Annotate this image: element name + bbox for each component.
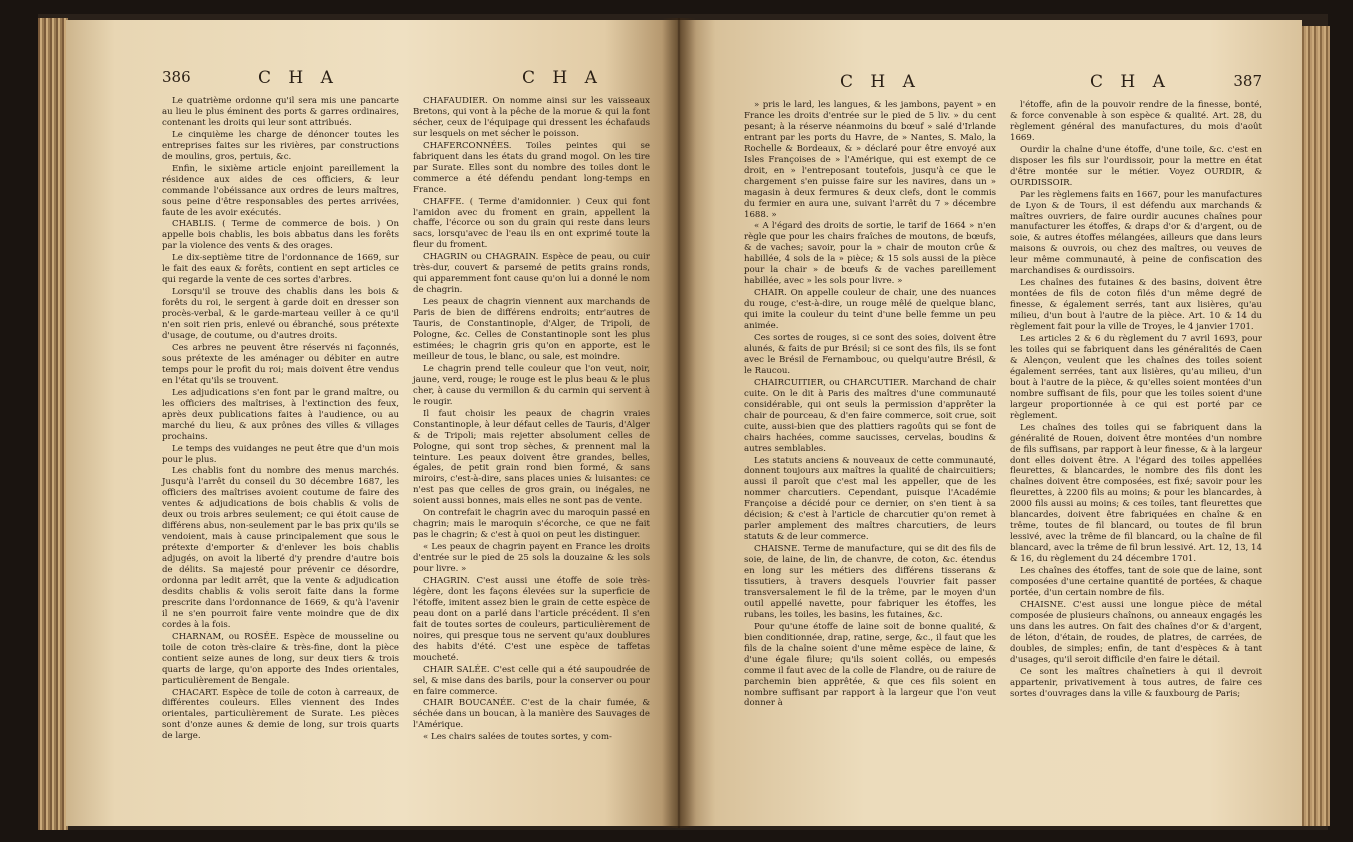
paragraph: CHAFERCONNÉES. Toiles peintes qui se fabriquent dans les états du grand mogol. On les tire par Surate. Elles sont du nombre des toiles dont le commerce a été défendu pendant long-temps en France. [413,140,650,195]
paragraph: Les chaînes des étoffes, tant de soie que de laine, sont composées d'une certaine quantité de portées, & chaque portée, d'un certain nombre de fils. [1010,566,1262,598]
paragraph: CHAFFE. ( Terme d'amidonnier. ) Ceux qui font l'amidon avec du froment en grain, appellent la chaffe, l'écorce ou son du grain qui reste dans leurs sacs, lorsqu'avec de l'eau ils en ont exprimé toute la fleur du froment. [413,196,650,251]
left-running-head-1: C H A [258,68,339,88]
paragraph: CHAISNE. C'est aussi une longue pièce de métal composée de plusieurs chaînons, ou anneaux engagés les uns dans les autres. On fait des chaînes d'or & d'argent, de léton, d'étain, de roudes, de platres, de carrées, de doubles, de simples; enfin, de tant d'espèces & à tant d'usages, qu'il seroit difficile d'en faire le détail. [1010,599,1262,665]
paragraph: Ces arbres ne peuvent être réservés ni façonnés, sous prétexte de les aménager ou débiter en autre temps pour le profit du roi; mais doivent être vendus en l'état qu'ils se trouvent. [162,342,399,386]
paragraph: Les chaînes des futaines & des basins, doivent être montées de fils de coton filés d'un même degré de finesse, & également serrés, tant aux lisières, qu'au milieu, d'un bout à l'autre de la pièce. Art. 10 & 14 du règlement fait pour la ville de Troyes, le 4 janvier 1701. [1010,278,1262,333]
right-page [678,20,1302,826]
right-column-1 [744,100,996,710]
right-running-head-1: C H A [840,72,921,92]
paragraph: » pris le lard, les langues, & les jambons, payent » en France les droits d'entrée sur le pied de 5 liv. » du cent pesant; à la réserve néanmoins du bœuf » salé d'Irlande entrant par les ports du Havre, de » Nantes, S. Malo, la Rochelle & Bordeaux, & » déclaré pour être envoyé aux Isles Françoises de » l'Amérique, qui est exempt de ce droit, en » l'entreposant toutefois, jusqu'à ce que le chargement s'en puisse faire sur les navires, dans un » magasin à deux fermures & deux clefs, dont le commis du fermier en aura une, suivant l'arrêt du 7 » décembre 1688. » [744,100,996,220]
left-page-number: 386 [162,68,191,86]
paragraph: Les chablis font du nombre des menus marchés. Jusqu'à l'arrêt du conseil du 30 décembre 1687, les officiers des maîtrises avoient coutume de faire des ventes & adjudications de bois chablis & volis de deux ou trois arbres seulement; ce qui étoit cause de différens abus, non-seulement par le bas prix qu'ils se vendoient, mais à cause principalement que sous le prétexte d'emporter & d'enlever les bois chablis adjugés, on avoit la liberté d'y prendre d'autre bois de délits. Sa majesté pour prévenir ce désordre, ordonna par ledit arrêt, que la vente & adjudication desdits chablis & volis seroit faite dans la forme prescrite dans l'ordonnance de 1669, & qu'à l'avenir il ne s'en pourroit faire vente moindre que de dix cordes à la fois. [162,466,399,630]
paragraph: Les chaînes des toiles qui se fabriquent dans la généralité de Rouen, doivent être montées d'un nombre de fils suffisans, par rapport à leur finesse, & à la largeur dont elles doivent être. A l'égard des toiles appellées fleurettes, & blancardes, le nombre des fils dont les chaînes doivent être composées, est fixé; savoir pour les fleurettes, à 2200 fils au moins; & pour les blancardes, à 2000 fils aussi au moins; & ces toiles, tant fleurettes que blancardes, doivent être fabriquées en chaîne & en trême, toutes de fil blancard, ou toutes de fil brun lessivé, avec la trême de fil blancard, ou la chaîne de fil blancard, avec la trême de fil brun lessivé. Art. 12, 13, 14 & 16, du règlement du 24 décembre 1701. [1010,422,1262,565]
paragraph: « A l'égard des droits de sortie, le tarif de 1664 » n'en règle que pour les chairs fraîches de moutons, de bœufs, & de vaches; savoir, pour la » chair de mouton crûe & habillée, 4 sols de la » pièce; & 15 sols aussi de la pièce pour la chair » de bœufs & de vaches pareillement habillée, avec » les sols pour livre. » [744,221,996,287]
paragraph: CHAIR BOUCANÉE. C'est de la chair fumée, & séchée dans un boucan, à la manière des Sauvages de l'Amérique. [413,698,650,731]
paragraph: On contrefait le chagrin avec du maroquin passé en chagrin; mais le maroquin s'écorche, ce que ne fait pas le chagrin; & c'est à quoi on peut les distinguer. [413,508,650,541]
paragraph: Les peaux de chagrin viennent aux marchands de Paris de bien de différens endroits; entr'autres de Tauris, de Constantinople, d'Alger, de Tripoli, de Pologne, &c. Celles de Constantinople sont les plus estimées; le chagrin gris qu'on en apporte, est le meilleur de tous, le blanc, ou sale, est moindre. [413,297,650,362]
paragraph: l'étoffe, afin de la pouvoir rendre de la finesse, bonté, & force convenable à son espèce & qualité. Art. 28, du règlement général des manufactures, du mois d'août 1669. [1010,100,1262,143]
paragraph: Les articles 2 & 6 du règlement du 7 avril 1693, pour les toiles qui se fabriquent dans les généralités de Caen & Alençon, veulent que les chaînes des toiles soient également serrées, tant aux lisières, qu'au milieu, d'un bout à l'autre de la pièce, & qu'elles soient montées d'un nombre suffisant de fils, pour que les toiles soient d'une largeur proportionnée à ce qui est porté par ce règlement. [1010,334,1262,421]
paragraph: Le dix-septième titre de l'ordonnance de 1669, sur le fait des eaux & forêts, contient en sept articles ce qui regarde la vente de ces sortes d'arbres. [162,253,399,286]
paragraph: CHAIR SALÉE. C'est celle qui a été saupoudrée de sel, & mise dans des barils, pour la conserver ou pour en faire commerce. [413,664,650,697]
paragraph: Les adjudications s'en font par le grand maître, ou les officiers des maîtrises, à l'extinction des feux, après deux publications faites à l'audience, ou au marché du lieu, & aux prônes des villes & villages prochains. [162,387,399,442]
paragraph: CHAGRIN ou CHAGRAIN. Espèce de peau, ou cuir très-dur, couvert & parsemé de petits grains ronds, qui apparemment font cause qu'on lui a donné le nom de chagrin. [413,252,650,296]
right-page-number: 387 [1233,72,1262,90]
left-page [66,20,678,826]
paragraph: CHABLIS. ( Terme de commerce de bois. ) On appelle bois chablis, les bois abbatus dans les forêts par la violence des vents & des orages. [162,219,399,252]
paragraph: Le chagrin prend telle couleur que l'on veut, noir, jaune, verd, rouge; le rouge est le plus beau & le plus cher, à cause du vermillon & du carmin qui servent à le rougir. [413,363,650,407]
paragraph: CHACART. Espèce de toile de coton à carreaux, de différentes couleurs. Elles viennent des Indes orientales, particulièrement de Surate. Les pièces sont d'onze aunes & demie de long, sur trois quarts de large. [162,687,399,742]
paragraph: Lorsqu'il se trouve des chablis dans les bois & forêts du roi, le sergent à garde doit en dresser son procès-verbal, & le garde-marteau veiller à ce qu'il n'en soit rien pris, enlevé ou ébranché, sous prétexte d'usage, de coutume, ou d'autres droits. [162,287,399,342]
paragraph: Ces sortes de rouges, si ce sont des soies, doivent être alunés, & faits de pur Brésil; si ce sont des fils, ils se font avec le Brésil de Fernambouc, ou quelqu'autre Brésil, & le Raucou. [744,333,996,376]
paragraph: Pour qu'une étoffe de laine soit de bonne qualité, & bien conditionnée, drap, ratine, serge, &c., il faut que les fils de la chaîne soient d'une même espèce de laine, & d'une égale filure; qu'ils soient collés, ou empesés comme il faut avec de la colle de Flandre, ou de raiure de parchemin bien apprêtée, & que ces fils soient en nombre suffisant par rapport à la largeur que l'on veut donner à [744,621,996,709]
paragraph: Ce sont les maîtres chaînetiers à qui il devroit appartenir, privativement à tous autres, de faire ces sortes d'ouvrages dans la ville & fauxbourg de Paris; [1010,666,1262,699]
right-running-head-2: C H A [1090,72,1171,92]
paragraph: CHAFAUDIER. On nomme ainsi sur les vaisseaux Bretons, qui vont à la pêche de la morue & qui la font sécher, ceux de l'équipage qui dressent les échafauds sur lesquels on met sécher le poisson. [413,96,650,139]
page-edges-right [1300,26,1330,826]
right-column-2 [1010,100,1262,710]
page-edges-left [38,18,68,830]
paragraph: « Les chairs salées de toutes sortes, y com- [423,732,612,743]
right-page-header [744,72,1262,94]
paragraph: CHAIR. On appelle couleur de chair, une des nuances du rouge, c'est-à-dire, un rouge mêlé de quelque blanc, qui imite la couleur du teint d'une belle femme un peu animée. [744,288,996,332]
left-column-1 [162,96,399,744]
paragraph: Par les règlemens faits en 1667, pour les manufactures de Lyon & de Tours, il est défendu aux marchands & maîtres ouvriers, de faire ourdir aucunes chaînes pour manufacturer les étoffes, & draps d'or & d'argent, ou de soie, & autres étoffes mélangées, ailleurs que dans leurs maisons & ouvrois, ou chez des maîtres, ou veuves de leur même communauté, à peine de confiscation des marchandises & ourdissoirs. [1010,189,1262,277]
paragraph: CHAIRCUITIER, ou CHARCUTIER. Marchand de chair cuite. On le dit à Paris des maîtres d'une communauté considérable, qui ont seuls la permission d'apprêter la chair de pourceau, & d'en faire commerce, soit crue, soit cuite, aussi-bien que des plattiers ragoûts qui se font de chairs hachées, comme saucisses, cervelas, boudins & autres semblables. [744,377,996,454]
paragraph: CHAGRIN. C'est aussi une étoffe de soie très-légère, dont les façons élevées sur la superficie de l'étoffe, imitent assez bien le grain de cette espèce de peau dont on a parlé dans l'article précédent. Il s'en fait de toutes sortes de couleurs, particulièrement de noires, qui presque tous ne servent qu'aux doublures des habits d'été. C'est une espèce de taffetas moucheté. [413,575,650,663]
paragraph: Il faut choisir les peaux de chagrin vraies Constantinople, à leur défaut celles de Tauris, d'Alger & de Tripoli; mais rejetter absolument celles de Pologne, qui sont trop sèches, & prennent mal la teinture. Les peaux doivent être grandes, belles, égales, de petit grain rond bien formé, & sans miroirs, c'est-à-dire, sans places unies & luisantes: ce n'est pas que celles de gros grain, ou inégales, ne soient aussi bonnes, mais elles ne sont pas de vente. [413,408,650,507]
paragraph: Le quatrième ordonne qu'il sera mis une pancarte au lieu le plus éminent des ports & garres ordinaires, contenant les droits qui leur sont attribués. [162,96,399,128]
paragraph: Le temps des vuidanges ne peut être que d'un mois pour le plus. [162,443,399,465]
paragraph: Les statuts anciens & nouveaux de cette communauté, donnent toujours aux maîtres la qualité de chaircuitiers; aussi il paroît que c'est mal les appeller, que de les nommer charcutiers. Cependant, puisque l'Académie Françoise a décidé pour ce dernier, on s'en tient à sa décision; & c'est à l'article de charcutier qu'on remet à parler amplement des maîtres charcutiers, de leurs statuts & de leur commerce. [744,455,996,543]
paragraph: CHAISNE. Terme de manufacture, qui se dit des fils de soie, de laine, de lin, de chanvre, de coton, &c. étendus en long sur les métiers des différens tisserans & tissutiers, à travers desquels l'ouvrier fait passer transversalement le fil de la trême, par le moyen d'un outil appellé navette, pour fabriquer les étoffes, les rubans, les toiles, les basins, les futaines, &c. [744,544,996,620]
paragraph: Ourdir la chaîne d'une étoffe, d'une toile, &c. c'est en disposer les fils sur l'ourdissoir, pour la mettre en état d'être montée sur le métier. Voyez OURDIR, & OURDISSOIR. [1010,144,1262,188]
paragraph: Enfin, le sixième article enjoint pareillement la résidence aux aides de ces officiers, & leur commande l'obéissance aux ordres de leurs maîtres, sous peine d'être responsables des pertes arrivées, faute de les avoir exécutés. [162,163,399,218]
left-running-head-2: C H A [522,68,603,88]
paragraph: « Les peaux de chagrin payent en France les droits d'entrée sur le pied de 25 sols la douzaine & les sols pour livre. » [413,542,650,575]
paragraph: Le cinquième les charge de dénoncer toutes les entreprises faites sur les rivières, par constructions de moulins, gros, pertuis, &c. [162,129,399,162]
left-page-header [162,68,650,90]
left-column-2 [413,96,650,744]
paragraph: CHARNAM, ou ROSÉE. Espèce de mousseline ou toile de coton très-claire & très-fine, dont la pièce contient seize aunes de long, sur deux tiers & trois quarts de large, qu'on apporte des Indes orientales, particulièrement de Bengale. [162,631,399,686]
